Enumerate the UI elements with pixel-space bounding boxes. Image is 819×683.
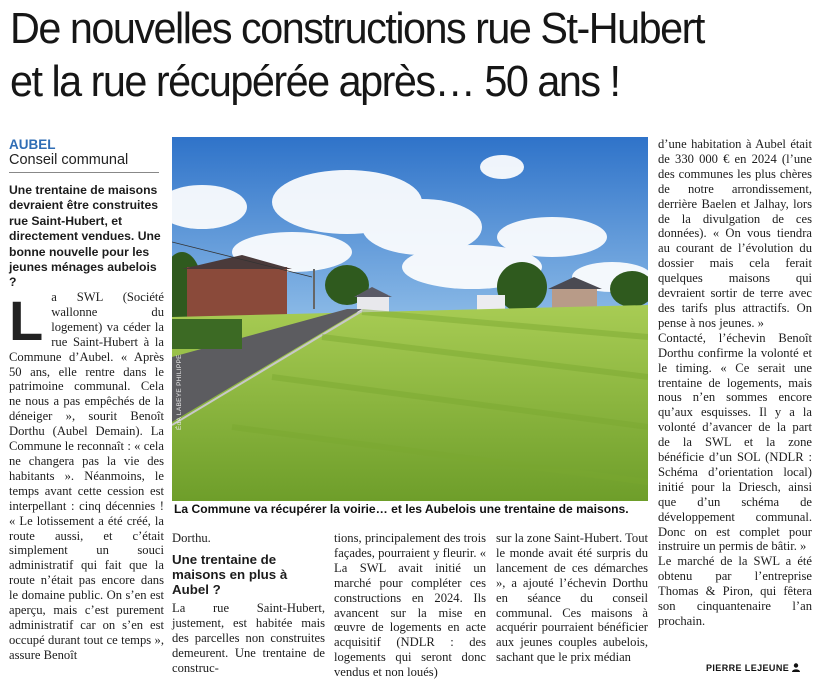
chapeau: Une trentaine de maisons devraient être construites rue Saint-Hubert, et directement vendues. Une bonne nouvelle pour les jeunes ménages aubelois ?: [9, 183, 161, 290]
kicker: [9, 137, 159, 173]
photo-caption: La Commune va récupérer la voirie… et les Aubelois une trentaine de maisons.: [174, 502, 629, 516]
body-column-5: [658, 137, 812, 629]
person-icon: [792, 663, 800, 673]
body-text-col5-p1: d’une habitation à Aubel était de 330 000 € en 2024 (l’une des communes les plus chères de notre arrondissement, derrière Baelen et Jalhay, lors de la divulgation de ces données). « On vous tiendra au courant de l’évolution du dossier mais cela ferait quelques maisons qui devraient sortir de terre avec des tarifs plus attractifs. On pense à nos jeunes. »: [658, 137, 812, 330]
body-text-col4: sur la zone Saint-Hubert. Tout le monde avait été surpris du lancement de ces démarches », a ajouté l’échevin Dorthu en séance du conseil communal. Ces maisons à acquérir pourraient bénéficier aux jeunes couples aubelois, sachant que le prix médian: [496, 531, 648, 665]
kicker-location: AUBEL: [9, 137, 56, 152]
article-photo: [172, 137, 648, 501]
kicker-divider: [9, 172, 159, 173]
body-text-col5-p3: Le marché de la SWL a été obtenu par l’entreprise Thomas & Piron, qui fêtera son cinquantenaire l’an prochain.: [658, 554, 812, 628]
body-text-col1: a SWL (Société wallonne du logement) va céder la rue Saint-Hubert à la Commune d’Aubel. « Après 50 ans, elle rentre dans le patrimoine communal. Cela ne nous a pas empêchés de la déneiger », sourit Benoît Dorthu (Aubel Demain). La Commune le reconnaît : « cela ne changera pas la vie des habitants ». Néanmoins, le temps avant cette cession est interpellant : cinq décennies ! « Le lotissement a été créé, la route aussi, et c’était simplement un souci administratif qui fait que la route n’était pas encore dans le domaine public. On s’en est aperçu, mais c’est purement administratif car on s’en est occupé durant tout ce temps », assure Benoît: [9, 290, 164, 662]
body-column-1: [9, 290, 164, 663]
headline: [10, 2, 767, 108]
body-text-col3: tions, principalement des trois façades, pourraient y fleurir. « La SWL avait initié un marché pour compléter ces constructions en 2024. Ils avancent sur la mise en œuvre de logements en acte acquisitif (NDLR : des logements qui seront donc vendus et non loués): [334, 531, 486, 680]
kicker-section: Conseil communal: [9, 152, 129, 168]
headline-line-2: et la rue récupérée après… 50 ans !: [10, 57, 620, 106]
byline-author: PIERRE LEJEUNE: [706, 663, 790, 673]
headline-line-1: De nouvelles constructions rue St-Hubert: [10, 4, 704, 53]
body-text-col5-p2: Contacté, l’échevin Benoît Dorthu confirme la volonté et le timing. « Ce serait une trentaine de logements, mais nous n’en sommes encore qu’aux esquisses. Il y a la volonté d’avancer de la part de la SWL et la zone bénéficie d’un SOL (NDLR : Schéma d’orientation local) initié pour la Driesch, ainsi que d’un schéma de développement communal. Donc on est complet pour instruire un permis de bâtir. »: [658, 330, 812, 554]
photo-credit: ÉdA LABEYE PHILIPPE: [176, 354, 183, 430]
body-column-4: [496, 531, 648, 665]
body-column-2: [172, 531, 325, 675]
body-text-col2-top: Dorthu.: [172, 531, 211, 545]
photo-illustration: [172, 137, 648, 501]
byline: [706, 663, 800, 673]
intertitle: Une trentaine de maisons en plus à Aubel ?: [172, 551, 288, 597]
body-column-3: [334, 531, 486, 680]
drop-cap: L: [9, 289, 44, 352]
body-text-col2-bottom: La rue Saint-Hubert, justement, est habitée mais des parcelles non construites demeurent. Une trentaine de construc-: [172, 600, 325, 675]
